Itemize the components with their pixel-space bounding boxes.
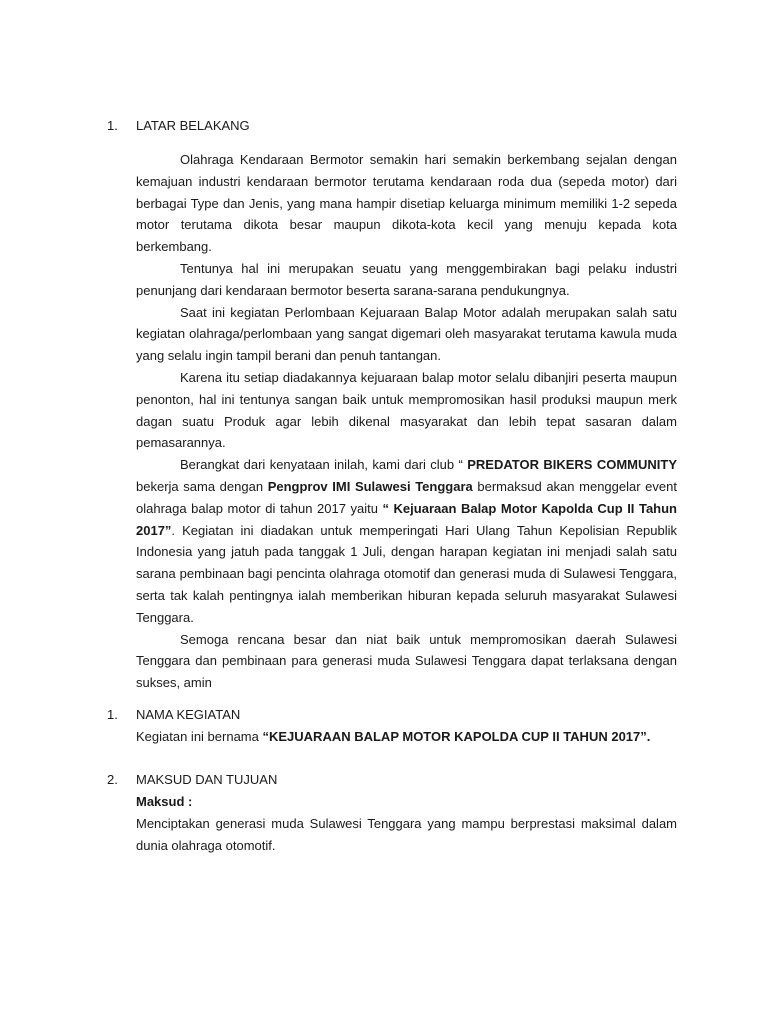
subheading xyxy=(136,791,677,813)
section-heading: NAMA KEGIATAN xyxy=(136,707,241,722)
paragraph-text: Kegiatan ini bernama xyxy=(136,729,263,744)
event-name: “ Kejuaraan Balap Motor Kapolda Cup II Tahun 2017” xyxy=(136,500,677,538)
club-name: PREDATOR BIKERS COMMUNITY xyxy=(467,457,677,473)
section-body xyxy=(136,726,677,748)
paragraph: Semoga rencana besar dan niat baik untuk mempromosikan daerah Sulawesi Tenggara dan pembinaan para generasi muda Sulawesi Tenggara dapat terlaksana dengan sukses, amin xyxy=(136,631,677,691)
paragraph xyxy=(136,454,677,628)
section-body xyxy=(136,149,677,694)
event-name: “KEJUARAAN BALAP MOTOR KAPOLDA CUP II TAHUN 2017”. xyxy=(262,729,651,744)
section-number: 2. xyxy=(107,772,118,787)
paragraph-text: bekerja sama dengan xyxy=(136,478,268,494)
section-number: 1. xyxy=(107,707,118,722)
paragraph: Olahraga Kendaraan Bermotor semakin hari semakin berkembang sejalan dengan kemajuan industri kendaraan bermotor terutama kendaraan roda dua (sepeda motor) dari berbagai Type dan Jenis, yang mana hampir disetiap keluarga minimum memiliki 1-2 sepeda motor terutama dikota besar maupun dikota-kota kecil yang menuju kepada kota berkembang. xyxy=(136,152,677,255)
paragraph: Karena itu setiap diadakannya kejuaraan balap motor selalu dibanjiri peserta maupun penonton, hal ini tentunya sangan baik untuk mempromosikan hasil produksi maupun merk dagan suatu Produk agar lebih dikenal masyarakat dan lebih tepat sasaran dalam pemasarannya. xyxy=(136,369,677,451)
paragraph: Tentunya hal ini merupakan seuatu yang menggembirakan bagi pelaku industri penunjang dari kendaraan bermotor beserta sarana-sarana pendukungnya. xyxy=(136,260,677,298)
section-body xyxy=(136,791,677,856)
section-heading: LATAR BELAKANG xyxy=(136,118,250,133)
paragraph xyxy=(136,726,677,748)
paragraph-text: . Kegiatan ini diadakan untuk memperingati Hari Ulang Tahun Kepolisian Republik Indonesia yang jatuh pada tanggak 1 Juli, dengan harapan kegiatan ini menjadi salah satu sarana pembinaan bagi pencinta olahraga otomotif dan generasi muda di Sulawesi Tenggara, serta tak kalah pentingnya ialah memberikan hiburan kepada seluruh masyarakat Sulawesi Tenggara. xyxy=(136,522,677,625)
section-heading: MAKSUD DAN TUJUAN xyxy=(136,772,278,787)
paragraph-text: bermaksud akan menggelar event olahraga balap motor di tahun 2017 yaitu xyxy=(136,478,677,516)
paragraph: Menciptakan generasi muda Sulawesi Tenggara yang mampu berprestasi maksimal dalam dunia olahraga otomotif. xyxy=(136,815,677,853)
paragraph-text: Berangkat dari kenyataan inilah, kami dari club “ xyxy=(180,457,468,473)
section-number: 1. xyxy=(107,118,118,133)
paragraph: Saat ini kegiatan Perlombaan Kejuaraan Balap Motor adalah merupakan salah satu kegiatan olahraga/perlombaan yang sangat digemari oleh masyarakat terutama kawula muda yang selalu ingin tampil berani dan penuh tantangan. xyxy=(136,304,677,364)
partner-name: Pengprov IMI Sulawesi Tenggara xyxy=(267,478,473,494)
subheading-text: Maksud : xyxy=(136,794,193,809)
